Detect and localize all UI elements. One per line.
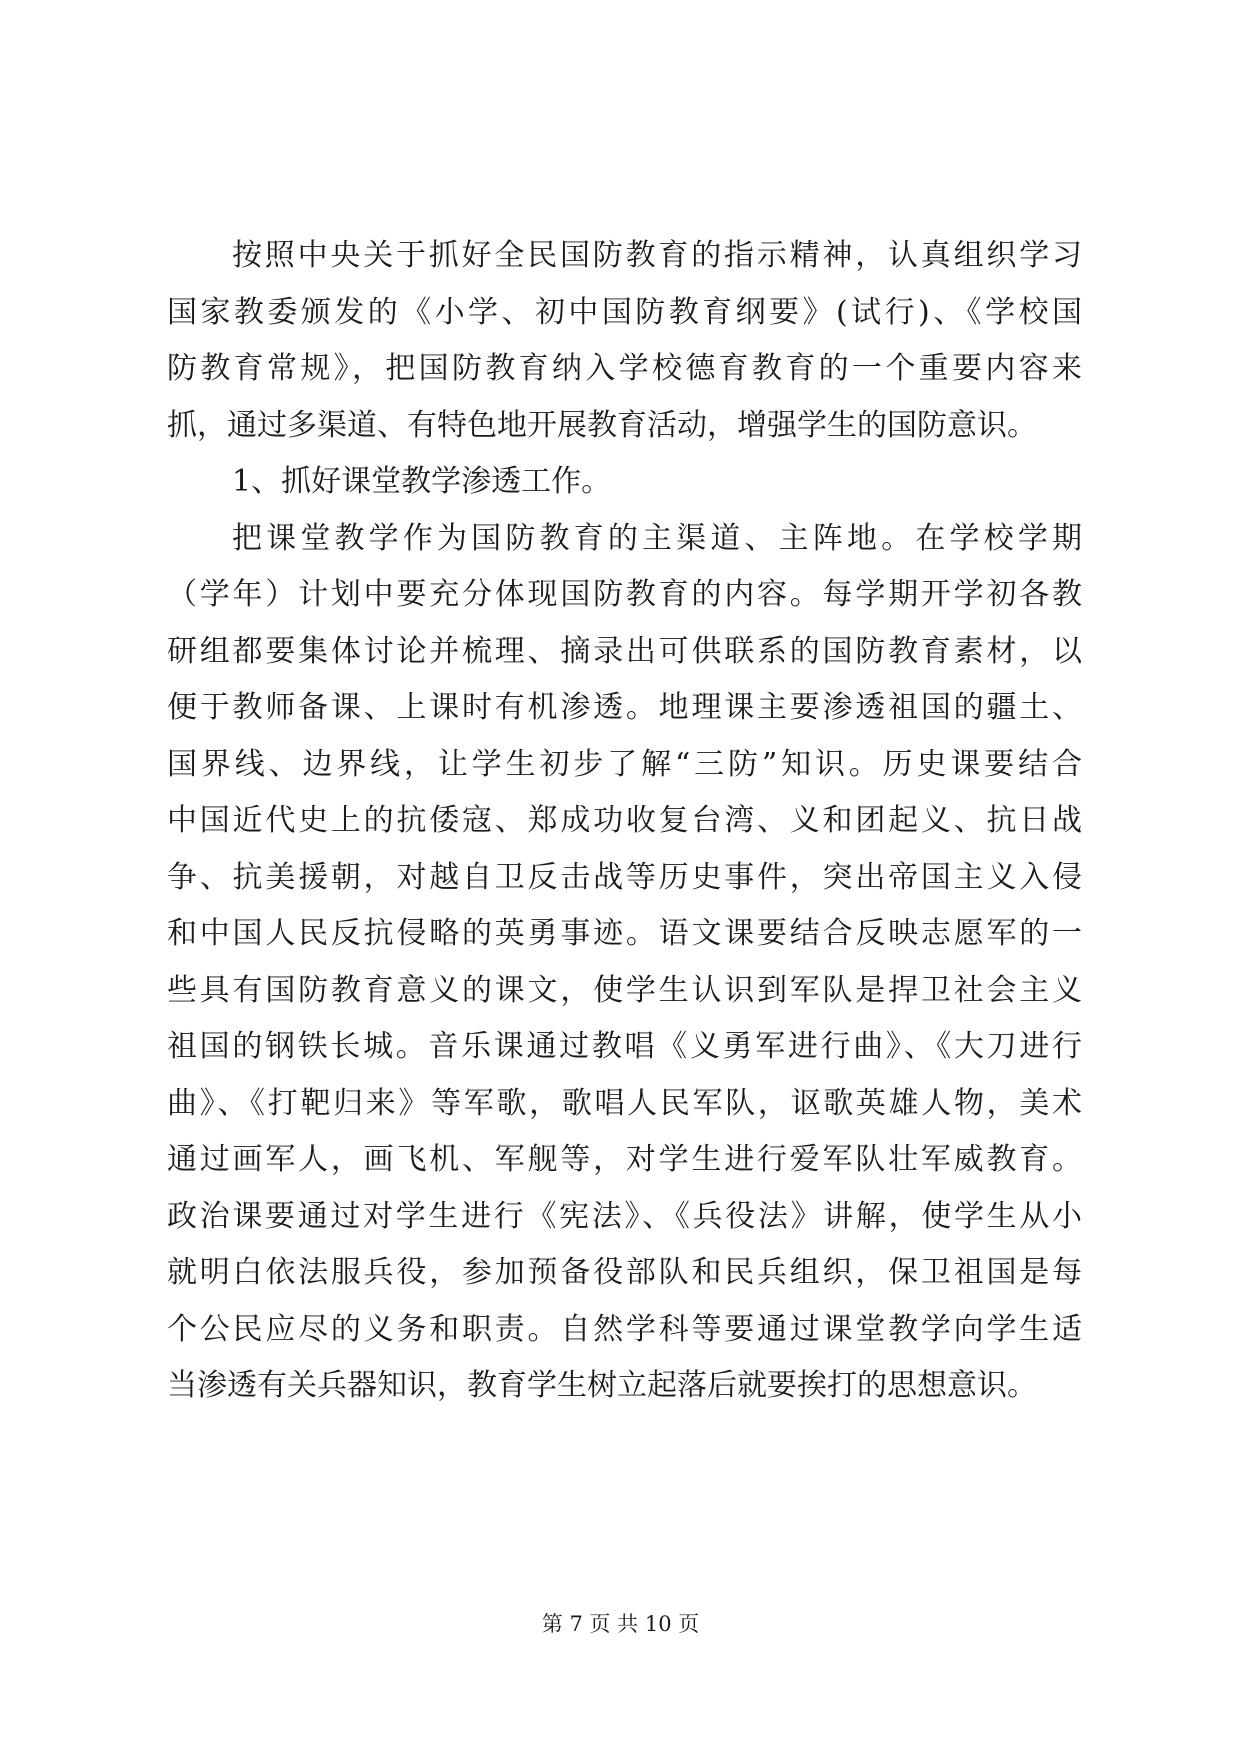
- paragraph-1-line-2: 国家教委颁发的《小学、初中国防教育纲要》(试行)、《学校国: [167, 294, 1082, 330]
- paragraph-2-line-10: 祖国的钢铁长城。音乐课通过教唱《义勇军进行曲》、《大刀进行: [167, 1029, 1082, 1064]
- document-body: [167, 228, 1082, 1415]
- paragraph-2-line-8: 和中国人民反抗侵略的英勇事迹。语文课要结合反映志愿军的一: [167, 916, 1082, 951]
- paragraph-2-line-16: 当渗透有关兵器知识，教育学生树立起落后就要挨打的思想意识。: [167, 1368, 1037, 1403]
- paragraph-2-line-1: 把课堂教学作为国防教育的主渠道、主阵地。在学校学期: [232, 520, 1082, 556]
- paragraph-2-line-5: 国界线、边界线，让学生初步了解“三防”知识。历史课要结合: [167, 746, 1082, 782]
- paragraph-2-line-7: 争、抗美援朝，对越自卫反击战等历史事件，突出帝国主义入侵: [167, 859, 1082, 895]
- paragraph-2-line-14: 就明白依法服兵役，参加预备役部队和民兵组织，保卫祖国是每: [167, 1255, 1082, 1290]
- section-heading-1: 1、抓好课堂教学渗透工作。: [232, 464, 612, 499]
- paragraph-2-line-11: 曲》、《打靶归来》等军歌，歌唱人民军队，讴歌英雄人物，美术: [167, 1085, 1082, 1121]
- paragraph-2-line-12: 通过画军人，画飞机、军舰等，对学生进行爱军队壮军威教育。: [167, 1142, 1082, 1177]
- paragraph-1-line-4: 抓，通过多渠道、有特色地开展教育活动，增强学生的国防意识。: [167, 407, 1037, 443]
- paragraph-2-line-9: 些具有国防教育意义的课文，使学生认识到军队是捍卫社会主义: [167, 972, 1082, 1008]
- paragraph-2-line-6: 中国近代史上的抗倭寇、郑成功收复台湾、义和团起义、抗日战: [167, 803, 1082, 838]
- paragraph-2-line-4: 便于教师备课、上课时有机渗透。地理课主要渗透祖国的疆土、: [167, 690, 1082, 725]
- paragraph-1-line-3: 防教育常规》，把国防教育纳入学校德育教育的一个重要内容来: [167, 351, 1082, 386]
- page-number-footer: 第 7 页 共 10 页: [541, 1612, 700, 1636]
- paragraph-1-line-1: 按照中央关于抓好全民国防教育的指示精神，认真组织学习: [232, 238, 1082, 273]
- paragraph-2-line-2: （学年）计划中要充分体现国防教育的内容。每学期开学初各教: [167, 577, 1082, 612]
- paragraph-2-line-3: 研组都要集体讨论并梳理、摘录出可供联系的国防教育素材，以: [167, 633, 1082, 669]
- paragraph-2-line-13: 政治课要通过对学生进行《宪法》、《兵役法》讲解，使学生从小: [167, 1198, 1082, 1234]
- paragraph-2-line-15: 个公民应尽的义务和职责。自然学科等要通过课堂教学向学生适: [167, 1311, 1082, 1347]
